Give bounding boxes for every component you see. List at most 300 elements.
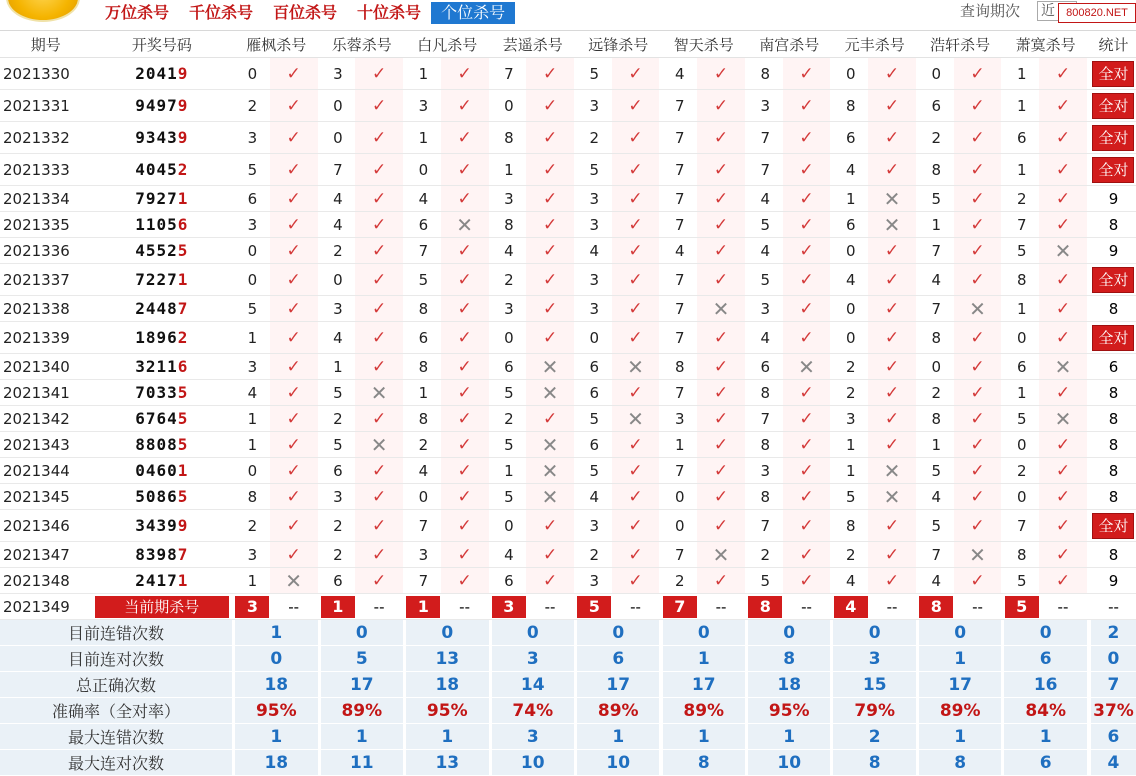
summary-value: 16	[1004, 672, 1086, 698]
correct-check-icon: ✓	[270, 212, 318, 238]
kill-number: 8	[1004, 264, 1039, 296]
correct-check-icon: ✓	[270, 406, 318, 432]
kill-number: 2	[919, 122, 954, 154]
tab-5[interactable]: 个位杀号	[431, 2, 515, 24]
kill-number: 4	[833, 568, 868, 594]
kill-number: 0	[1004, 432, 1039, 458]
correct-check-icon: ✓	[526, 406, 574, 432]
kill-number: 6	[492, 568, 527, 594]
correct-check-icon: ✓	[697, 354, 745, 380]
kill-number: 1	[833, 432, 868, 458]
summary-value: 8	[919, 750, 1001, 776]
correct-check-icon: ✓	[1039, 264, 1087, 296]
correct-check-icon: ✓	[697, 122, 745, 154]
stat-cell	[1091, 296, 1136, 322]
draw-digits: 3439	[135, 516, 178, 535]
summary-value: 11	[321, 750, 403, 776]
kill-number: 8	[235, 484, 270, 510]
correct-check-icon: ✓	[783, 322, 831, 354]
correct-check-icon: ✓	[612, 458, 660, 484]
kill-number: 3	[235, 542, 270, 568]
correct-check-icon: ✓	[868, 406, 916, 432]
period-cell: 2021344	[0, 458, 92, 484]
period-cell: 2021335	[0, 212, 92, 238]
summary-stat-value: 37%	[1091, 698, 1136, 724]
summary-value: 1	[321, 724, 403, 750]
correct-count: 8	[1108, 487, 1119, 506]
correct-check-icon: ✓	[355, 58, 403, 90]
correct-check-icon: ✓	[441, 322, 489, 354]
kill-number: 5	[406, 264, 441, 296]
kill-number: 5	[321, 380, 356, 406]
kill-number: 6	[577, 354, 612, 380]
kill-number: 3	[577, 212, 612, 238]
summary-stat-value: 0	[1091, 646, 1136, 672]
period-cell: 2021346	[0, 510, 92, 542]
correct-check-icon: ✓	[783, 296, 831, 322]
kill-number: 1	[1004, 90, 1039, 122]
summary-value: 1	[235, 620, 317, 646]
pending-mark: --	[783, 594, 831, 620]
correct-check-icon: ✓	[954, 122, 1002, 154]
draw-unit-digit: 1	[177, 571, 189, 590]
summary-value: 6	[1004, 646, 1086, 672]
correct-check-icon: ✓	[868, 510, 916, 542]
kill-number: 5	[919, 458, 954, 484]
kill-number: 3	[321, 296, 356, 322]
correct-check-icon: ✓	[441, 186, 489, 212]
kill-number: 2	[1004, 186, 1039, 212]
correct-check-icon: ✓	[526, 568, 574, 594]
tab-2[interactable]: 千位杀号	[189, 3, 254, 22]
top-bar	[0, 0, 1136, 31]
kill-number: 3	[235, 354, 270, 380]
draw-digits: 8398	[135, 545, 178, 564]
kill-number: 8	[748, 484, 783, 510]
kill-number: 8	[748, 58, 783, 90]
summary-value: 0	[492, 620, 574, 646]
kill-number: 1	[1004, 58, 1039, 90]
kill-number: 5	[492, 432, 527, 458]
correct-check-icon: ✓	[697, 154, 745, 186]
correct-check-icon: ✓	[612, 484, 660, 510]
kill-number: 8	[919, 154, 954, 186]
kill-number: 0	[406, 154, 441, 186]
kill-number: 3	[748, 458, 783, 484]
correct-check-icon: ✓	[697, 186, 745, 212]
correct-check-icon: ✓	[441, 90, 489, 122]
summary-label: 最大连对次数	[0, 750, 232, 776]
period-cell: 2021338	[0, 296, 92, 322]
wrong-cross-icon: ✕	[612, 406, 660, 432]
correct-check-icon: ✓	[355, 90, 403, 122]
stat-cell	[1091, 154, 1136, 186]
draw-unit-digit: 5	[177, 409, 189, 428]
correct-check-icon: ✓	[441, 484, 489, 510]
table-row	[0, 542, 1136, 568]
current-kill-button[interactable]: 当前期杀号	[95, 596, 229, 618]
summary-stat-value: 7	[1091, 672, 1136, 698]
summary-value: 1	[748, 724, 830, 750]
summary-value: 10	[492, 750, 574, 776]
kill-number: 3	[406, 542, 441, 568]
draw-digits: 4045	[135, 160, 178, 179]
query-period-select[interactable]: 近	[1037, 1, 1077, 21]
kill-number: 5	[833, 484, 868, 510]
kill-number: 1	[492, 154, 527, 186]
kill-number: 7	[663, 212, 698, 238]
kill-number: 3	[406, 90, 441, 122]
summary-value: 17	[663, 672, 745, 698]
kill-number: 3	[321, 58, 356, 90]
kill-number: 4	[919, 568, 954, 594]
correct-check-icon: ✓	[697, 238, 745, 264]
kill-number: 2	[663, 568, 698, 594]
current-kill-label-cell	[92, 594, 232, 620]
correct-check-icon: ✓	[954, 432, 1002, 458]
draw-number-cell	[92, 238, 232, 264]
correct-check-icon: ✓	[1039, 296, 1087, 322]
kill-number: 4	[321, 212, 356, 238]
kill-number: 3	[492, 186, 527, 212]
all-correct-badge: 全对	[1092, 157, 1134, 183]
correct-check-icon: ✓	[783, 458, 831, 484]
kill-number: 5	[1004, 406, 1039, 432]
kill-number: 0	[919, 58, 954, 90]
table-row	[0, 354, 1136, 380]
wrong-cross-icon: ✕	[697, 296, 745, 322]
correct-check-icon: ✓	[441, 58, 489, 90]
kill-number: 1	[235, 568, 270, 594]
correct-check-icon: ✓	[270, 296, 318, 322]
stat-cell	[1091, 264, 1136, 296]
summary-value: 0	[1004, 620, 1086, 646]
kill-number: 1	[235, 322, 270, 354]
period-cell: 2021342	[0, 406, 92, 432]
kill-number: 5	[492, 380, 527, 406]
current-kill-number-cell	[235, 594, 270, 620]
correct-check-icon: ✓	[697, 568, 745, 594]
table-row	[0, 212, 1136, 238]
tab-3[interactable]: 百位杀号	[273, 3, 338, 22]
correct-check-icon: ✓	[1039, 510, 1087, 542]
kill-number: 7	[663, 458, 698, 484]
kill-number: 6	[919, 90, 954, 122]
kill-number: 3	[577, 90, 612, 122]
draw-digits: 8808	[135, 435, 178, 454]
kill-number: 5	[1004, 568, 1039, 594]
kill-number: 4	[492, 542, 527, 568]
correct-check-icon: ✓	[868, 122, 916, 154]
correct-count: 9	[1108, 241, 1119, 260]
table-row	[0, 186, 1136, 212]
table-row	[0, 296, 1136, 322]
kill-number: 0	[1004, 322, 1039, 354]
correct-check-icon: ✓	[868, 568, 916, 594]
correct-check-icon: ✓	[783, 542, 831, 568]
kill-number: 2	[492, 264, 527, 296]
correct-check-icon: ✓	[526, 90, 574, 122]
correct-check-icon: ✓	[612, 264, 660, 296]
kill-number: 1	[1004, 296, 1039, 322]
summary-stat-value: 4	[1091, 750, 1136, 776]
correct-check-icon: ✓	[612, 296, 660, 322]
correct-check-icon: ✓	[954, 484, 1002, 510]
draw-number-cell	[92, 542, 232, 568]
kill-number: 6	[833, 122, 868, 154]
kill-number: 1	[235, 406, 270, 432]
correct-check-icon: ✓	[270, 432, 318, 458]
draw-unit-digit: 9	[177, 128, 189, 147]
correct-check-icon: ✓	[612, 238, 660, 264]
summary-value: 89%	[663, 698, 745, 724]
query-label: 查询期次	[960, 2, 1021, 20]
correct-check-icon: ✓	[612, 212, 660, 238]
pending-mark: --	[270, 594, 318, 620]
correct-check-icon: ✓	[868, 296, 916, 322]
wrong-cross-icon: ✕	[270, 568, 318, 594]
correct-check-icon: ✓	[1039, 212, 1087, 238]
kill-number: 5	[577, 58, 612, 90]
correct-check-icon: ✓	[1039, 380, 1087, 406]
current-kill-number: 1	[321, 596, 355, 618]
kill-number: 7	[919, 542, 954, 568]
correct-check-icon: ✓	[612, 122, 660, 154]
kill-number: 7	[663, 380, 698, 406]
correct-check-icon: ✓	[526, 264, 574, 296]
header-expert-4: 芸遥杀号	[492, 31, 574, 58]
draw-unit-digit: 9	[177, 64, 189, 83]
correct-check-icon: ✓	[355, 406, 403, 432]
kill-number: 7	[748, 154, 783, 186]
correct-check-icon: ✓	[441, 458, 489, 484]
kill-number: 0	[492, 510, 527, 542]
kill-number: 0	[492, 90, 527, 122]
summary-value: 1	[406, 724, 488, 750]
kill-number: 3	[748, 90, 783, 122]
correct-check-icon: ✓	[783, 186, 831, 212]
summary-value: 89%	[321, 698, 403, 724]
correct-check-icon: ✓	[355, 238, 403, 264]
draw-number-cell	[92, 406, 232, 432]
header-expert-7: 南宫杀号	[748, 31, 830, 58]
correct-check-icon: ✓	[441, 542, 489, 568]
kill-number: 1	[406, 122, 441, 154]
correct-check-icon: ✓	[1039, 154, 1087, 186]
kill-number: 4	[321, 322, 356, 354]
stat-cell	[1091, 90, 1136, 122]
kill-number: 8	[919, 322, 954, 354]
kill-number: 6	[1004, 354, 1039, 380]
kill-number: 5	[492, 484, 527, 510]
period-cell: 2021333	[0, 154, 92, 186]
correct-check-icon: ✓	[526, 542, 574, 568]
current-kill-number-cell	[1004, 594, 1039, 620]
correct-check-icon: ✓	[697, 510, 745, 542]
kill-number: 5	[577, 154, 612, 186]
summary-value: 79%	[833, 698, 915, 724]
header-period: 期号	[0, 31, 92, 58]
correct-check-icon: ✓	[1039, 58, 1087, 90]
kill-number: 4	[663, 238, 698, 264]
wrong-cross-icon: ✕	[526, 380, 574, 406]
correct-check-icon: ✓	[954, 406, 1002, 432]
correct-check-icon: ✓	[270, 380, 318, 406]
correct-check-icon: ✓	[1039, 322, 1087, 354]
summary-value: 89%	[577, 698, 659, 724]
kill-number: 3	[663, 406, 698, 432]
correct-check-icon: ✓	[270, 510, 318, 542]
draw-digits: 6764	[135, 409, 178, 428]
kill-number: 0	[833, 58, 868, 90]
correct-check-icon: ✓	[868, 58, 916, 90]
draw-unit-digit: 5	[177, 383, 189, 402]
correct-check-icon: ✓	[954, 568, 1002, 594]
kill-number: 2	[235, 90, 270, 122]
summary-value: 1	[919, 646, 1001, 672]
summary-value: 18	[748, 672, 830, 698]
kill-number: 0	[919, 354, 954, 380]
kill-number: 2	[577, 542, 612, 568]
correct-check-icon: ✓	[612, 90, 660, 122]
stat-cell	[1091, 122, 1136, 154]
summary-value: 95%	[748, 698, 830, 724]
kill-number: 4	[748, 322, 783, 354]
wrong-cross-icon: ✕	[954, 296, 1002, 322]
correct-check-icon: ✓	[783, 154, 831, 186]
correct-check-icon: ✓	[954, 238, 1002, 264]
draw-unit-digit: 5	[177, 487, 189, 506]
draw-digits: 5086	[135, 487, 178, 506]
stat-cell	[1091, 406, 1136, 432]
kill-number: 7	[1004, 212, 1039, 238]
kill-number: 6	[833, 212, 868, 238]
correct-check-icon: ✓	[526, 212, 574, 238]
kill-number: 1	[833, 186, 868, 212]
correct-check-icon: ✓	[1039, 122, 1087, 154]
summary-stat-value: 6	[1091, 724, 1136, 750]
correct-check-icon: ✓	[783, 568, 831, 594]
current-kill-number-cell	[492, 594, 527, 620]
tab-1[interactable]: 万位杀号	[105, 3, 170, 22]
correct-check-icon: ✓	[697, 90, 745, 122]
kill-number: 0	[833, 296, 868, 322]
summary-label: 目前连对次数	[0, 646, 232, 672]
table-row	[0, 122, 1136, 154]
stat-cell	[1091, 238, 1136, 264]
summary-row	[0, 620, 1136, 646]
correct-check-icon: ✓	[954, 154, 1002, 186]
correct-check-icon: ✓	[783, 510, 831, 542]
correct-check-icon: ✓	[612, 432, 660, 458]
correct-check-icon: ✓	[612, 322, 660, 354]
correct-check-icon: ✓	[697, 322, 745, 354]
summary-value: 2	[833, 724, 915, 750]
kill-number: 7	[492, 58, 527, 90]
draw-digits: 9343	[135, 128, 178, 147]
kill-number: 7	[748, 122, 783, 154]
kill-number: 0	[321, 264, 356, 296]
correct-check-icon: ✓	[868, 380, 916, 406]
stat-cell: --	[1091, 594, 1136, 620]
kill-number: 6	[321, 458, 356, 484]
period-cell: 2021332	[0, 122, 92, 154]
period-cell: 2021330	[0, 58, 92, 90]
summary-value: 1	[577, 724, 659, 750]
kill-number: 1	[663, 432, 698, 458]
summary-value: 3	[492, 724, 574, 750]
draw-number-cell	[92, 568, 232, 594]
kill-number: 7	[321, 154, 356, 186]
summary-value: 0	[577, 620, 659, 646]
draw-unit-digit: 7	[177, 299, 189, 318]
draw-number-cell	[92, 296, 232, 322]
kill-number: 4	[748, 238, 783, 264]
kill-number: 2	[748, 542, 783, 568]
wrong-cross-icon: ✕	[868, 186, 916, 212]
table-row	[0, 510, 1136, 542]
correct-check-icon: ✓	[868, 238, 916, 264]
correct-count: 8	[1108, 383, 1119, 402]
correct-check-icon: ✓	[612, 510, 660, 542]
correct-check-icon: ✓	[783, 238, 831, 264]
kill-number: 3	[235, 212, 270, 238]
kill-number: 1	[492, 458, 527, 484]
summary-value: 17	[577, 672, 659, 698]
wrong-cross-icon: ✕	[868, 212, 916, 238]
draw-unit-digit: 9	[177, 96, 189, 115]
summary-value: 10	[577, 750, 659, 776]
kill-number: 8	[663, 354, 698, 380]
kill-number: 0	[1004, 484, 1039, 510]
kill-number: 1	[919, 212, 954, 238]
kill-number: 1	[235, 432, 270, 458]
table-row	[0, 484, 1136, 510]
draw-unit-digit: 2	[177, 160, 189, 179]
correct-check-icon: ✓	[526, 58, 574, 90]
draw-digits: 1896	[135, 328, 178, 347]
draw-unit-digit: 2	[177, 328, 189, 347]
draw-digits: 2417	[135, 571, 178, 590]
correct-check-icon: ✓	[783, 432, 831, 458]
correct-check-icon: ✓	[868, 264, 916, 296]
correct-check-icon: ✓	[355, 212, 403, 238]
summary-value: 18	[235, 750, 317, 776]
summary-label: 准确率（全对率）	[0, 698, 232, 724]
correct-count: 8	[1108, 435, 1119, 454]
summary-value: 95%	[235, 698, 317, 724]
kill-number: 4	[235, 380, 270, 406]
pending-mark: --	[868, 594, 916, 620]
kill-number: 6	[235, 186, 270, 212]
draw-unit-digit: 6	[177, 357, 189, 376]
wrong-cross-icon: ✕	[355, 432, 403, 458]
wrong-cross-icon: ✕	[954, 542, 1002, 568]
kill-number: 4	[663, 58, 698, 90]
tab-4[interactable]: 十位杀号	[357, 3, 422, 22]
kill-number: 4	[406, 458, 441, 484]
period-cell: 2021347	[0, 542, 92, 568]
correct-check-icon: ✓	[526, 322, 574, 354]
kill-number: 3	[577, 568, 612, 594]
pending-mark: --	[612, 594, 660, 620]
summary-value: 0	[919, 620, 1001, 646]
header-expert-8: 元丰杀号	[833, 31, 915, 58]
kill-number: 2	[235, 510, 270, 542]
kill-number: 5	[748, 568, 783, 594]
current-kill-number-cell	[748, 594, 783, 620]
summary-value: 3	[492, 646, 574, 672]
